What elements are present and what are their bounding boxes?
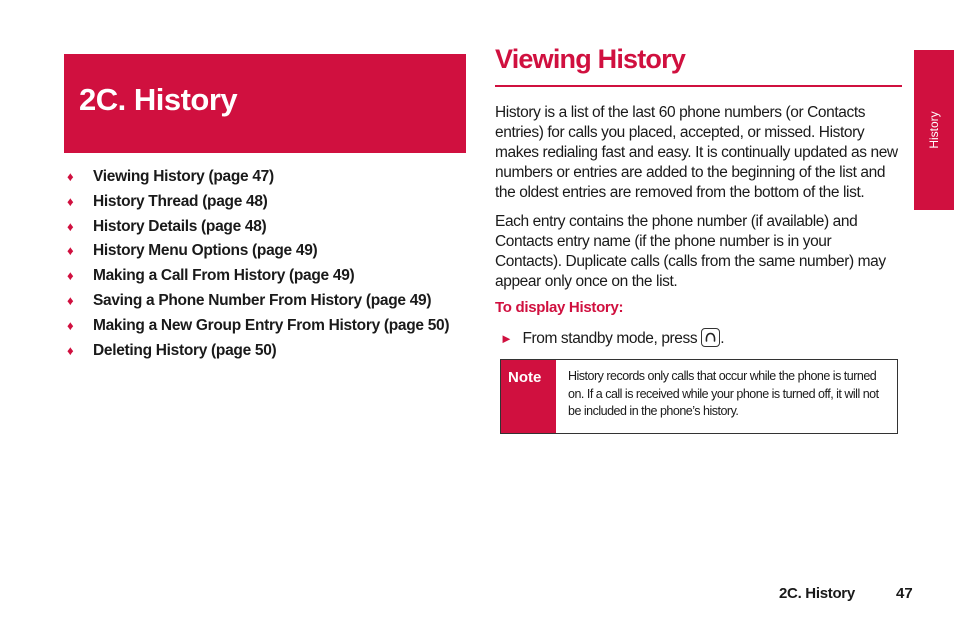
chapter-banner bbox=[64, 54, 466, 153]
arrow-bullet-icon: ► bbox=[500, 331, 513, 346]
talk-key-icon bbox=[701, 328, 720, 347]
toc-item-label: History Details (page 48) bbox=[93, 217, 267, 235]
diamond-bullet-icon: ♦ bbox=[67, 193, 74, 209]
toc-item-history-details[interactable] bbox=[64, 216, 464, 241]
section-title: Viewing History bbox=[495, 44, 686, 74]
toc-item-deleting-history[interactable] bbox=[64, 340, 464, 365]
step-text: From standby mode, press bbox=[522, 330, 698, 347]
section-divider bbox=[495, 85, 902, 87]
note-text: History records only calls that occur while the phone is turned on. If a call is received while your phone is turned off, it will not be included in the phone’s history. bbox=[568, 369, 879, 418]
toc-item-label: Saving a Phone Number From History (page 49) bbox=[93, 291, 432, 309]
step-end: . bbox=[720, 330, 725, 347]
toc-item-saving-a-phone-number[interactable] bbox=[64, 290, 464, 315]
side-tab bbox=[914, 50, 954, 210]
toc-item-label: Deleting History (page 50) bbox=[93, 341, 277, 359]
page-number: 47 bbox=[896, 585, 913, 602]
diamond-bullet-icon: ♦ bbox=[67, 342, 74, 358]
note-label: Note bbox=[501, 360, 556, 433]
procedure-step bbox=[500, 328, 900, 349]
side-tab-label: History bbox=[927, 111, 941, 149]
toc-item-history-menu-options[interactable] bbox=[64, 240, 464, 265]
toc-item-label: History Menu Options (page 49) bbox=[93, 242, 318, 260]
toc-item-making-a-call[interactable] bbox=[64, 265, 464, 290]
diamond-bullet-icon: ♦ bbox=[67, 317, 74, 333]
chapter-title: 2C. History bbox=[79, 82, 238, 117]
chapter-contents-list bbox=[64, 166, 464, 364]
procedure-heading: To display History: bbox=[495, 299, 624, 316]
toc-item-history-thread[interactable] bbox=[64, 191, 464, 216]
toc-item-label: Viewing History (page 47) bbox=[93, 168, 274, 185]
toc-item-viewing-history[interactable] bbox=[64, 166, 464, 191]
diamond-bullet-icon: ♦ bbox=[67, 243, 74, 259]
toc-item-new-group-entry[interactable] bbox=[64, 315, 464, 340]
footer-chapter: 2C. History bbox=[779, 585, 855, 602]
note-box bbox=[500, 359, 898, 434]
toc-item-label: Making a Call From History (page 49) bbox=[93, 267, 355, 285]
toc-item-label: Making a New Group Entry From History (page 50) bbox=[93, 316, 450, 334]
diamond-bullet-icon: ♦ bbox=[67, 292, 74, 308]
intro-paragraph: History is a list of the last 60 phone numbers (or Contacts entries) for calls you placed, accepted, or missed. History makes redialing fast and easy. It is continually updated as new numbers or entries are added to the beginning of the list and the oldest entries are removed from the bottom of the list. bbox=[495, 104, 898, 201]
diamond-bullet-icon: ♦ bbox=[67, 268, 74, 284]
diamond-bullet-icon: ♦ bbox=[67, 169, 74, 184]
toc-item-label: History Thread (page 48) bbox=[93, 192, 268, 210]
diamond-bullet-icon: ♦ bbox=[67, 218, 74, 234]
entry-paragraph: Each entry contains the phone number (if available) and Contacts entry name (if the phone number is in your Contacts). Duplicate calls (calls from the same number) may appear only once on the list. bbox=[495, 213, 886, 290]
